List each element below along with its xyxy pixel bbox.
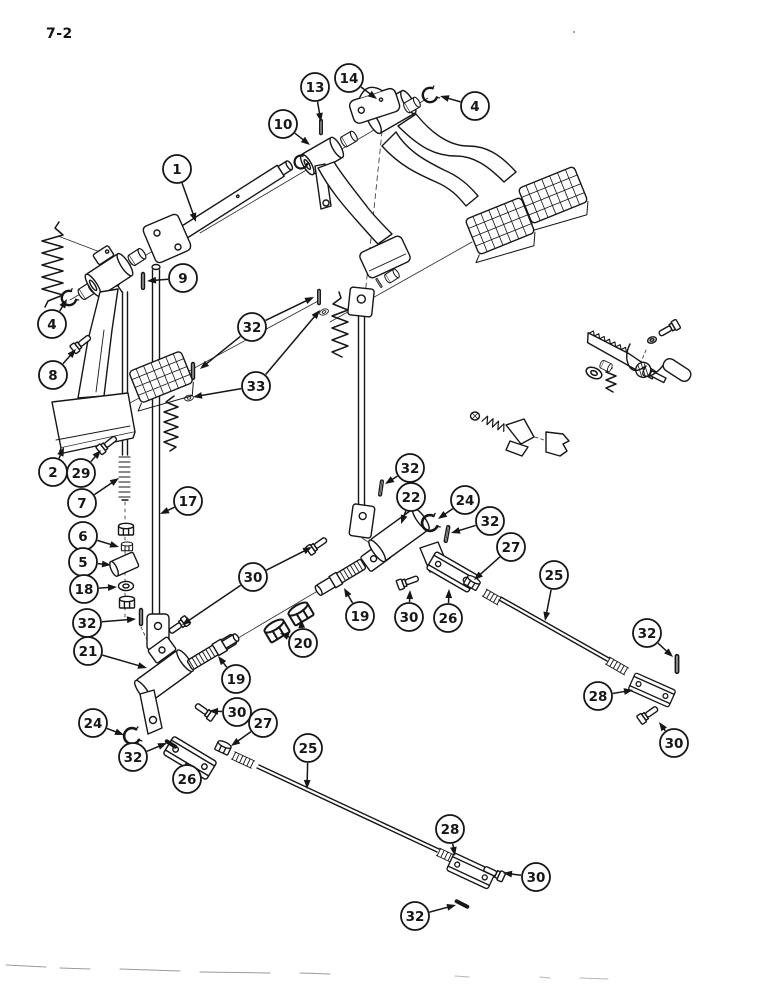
leader-line <box>188 585 241 621</box>
snap-ring <box>420 85 439 104</box>
callout-5 <box>69 548 111 576</box>
rod-25-right <box>482 589 678 725</box>
callout-number: 1 <box>172 161 182 178</box>
callout-number: 32 <box>637 625 657 642</box>
callout-30 <box>503 863 550 891</box>
callout-number: 26 <box>177 771 197 788</box>
callout-number: 19 <box>350 608 370 625</box>
callout-number: 30 <box>399 609 419 626</box>
arrowhead-icon <box>438 511 447 519</box>
callout-number: 32 <box>242 319 262 336</box>
leader-line <box>266 550 305 570</box>
bellcrank-tube <box>132 636 196 734</box>
leader-line <box>237 732 251 742</box>
callout-number: 17 <box>178 493 198 510</box>
arrowhead-icon <box>193 392 202 399</box>
leader-line <box>102 620 129 622</box>
callout-number: 32 <box>77 615 97 632</box>
callout-number: 13 <box>305 79 325 96</box>
callout-28 <box>584 682 633 710</box>
spring-mid <box>164 396 178 451</box>
leader-line <box>94 482 113 495</box>
callout-number: 19 <box>226 671 246 688</box>
leader-line <box>205 336 240 364</box>
callout-4 <box>38 299 67 338</box>
leader-line <box>613 691 626 693</box>
callout-32 <box>633 619 673 657</box>
callout-number: 24 <box>83 715 103 732</box>
leader-line <box>97 540 112 545</box>
callout-32 <box>200 297 314 369</box>
callout-19 <box>344 588 374 630</box>
roll-pin <box>444 525 450 542</box>
callout-13 <box>301 73 329 122</box>
clutch-pedal-pad <box>123 351 198 417</box>
adjuster-stack <box>108 523 139 608</box>
callout-19 <box>218 656 250 693</box>
leader-line <box>546 590 551 614</box>
callout-number: 14 <box>339 70 359 87</box>
callout-10 <box>269 110 310 145</box>
callout-number: 5 <box>78 554 88 571</box>
arrowhead-icon <box>108 584 117 591</box>
arrowhead-icon <box>109 541 119 548</box>
leader-line <box>147 746 161 752</box>
linkage-artwork <box>6 31 693 979</box>
adjuster-screw-bracket <box>471 412 570 456</box>
arrowhead-icon <box>304 780 311 789</box>
shaft-flange <box>143 214 190 262</box>
arrowhead-icon <box>445 589 452 598</box>
callout-number: 8 <box>48 367 58 384</box>
arrowhead-icon <box>344 588 351 598</box>
callout-number: 30 <box>227 704 247 721</box>
callout-27 <box>474 533 525 580</box>
leader-line <box>318 102 320 115</box>
arrowhead-icon <box>110 478 119 486</box>
arrowhead-icon <box>385 476 394 484</box>
roll-pin <box>192 363 195 380</box>
callout-number: 20 <box>293 635 313 652</box>
callout-25 <box>540 561 568 621</box>
pull-rods <box>115 265 365 615</box>
leader-line <box>458 525 476 531</box>
leader-line <box>429 907 449 912</box>
leader-line <box>102 655 140 666</box>
arrowhead-icon <box>659 722 667 731</box>
leader-line <box>200 389 241 396</box>
callout-number: 30 <box>526 869 546 886</box>
callout-number: 7 <box>77 495 87 512</box>
rod-bottom-clevis <box>349 504 375 539</box>
leader-line <box>658 643 668 652</box>
callout-number: 32 <box>405 908 425 925</box>
spring-left <box>42 222 63 307</box>
callout-21 <box>74 637 147 669</box>
arrowhead-icon <box>440 95 450 102</box>
callout-number: 4 <box>47 316 57 333</box>
callout-number: 32 <box>123 749 143 766</box>
spring-right <box>332 292 348 357</box>
ratchet-lever-assembly <box>581 319 693 387</box>
leader-line <box>182 183 194 215</box>
callout-number: 18 <box>74 581 94 598</box>
callout-number: 27 <box>501 539 521 556</box>
arrowhead-icon <box>543 612 550 621</box>
arrowhead-icon <box>147 277 156 284</box>
arrowhead-icon <box>160 507 170 514</box>
roll-pin <box>142 273 145 290</box>
callout-32 <box>73 609 136 637</box>
page-number: 7-2 <box>46 26 73 42</box>
callout-number: 22 <box>401 489 421 506</box>
callout-14 <box>335 64 377 99</box>
callout-32 <box>385 454 424 484</box>
arrowhead-icon <box>304 297 314 304</box>
callout-number: 25 <box>544 567 564 584</box>
callout-26 <box>434 589 462 632</box>
callout-number: 32 <box>480 513 500 530</box>
callout-32 <box>401 902 456 930</box>
callout-number: 24 <box>455 492 475 509</box>
callout-number: 28 <box>588 688 608 705</box>
callout-number: 10 <box>273 116 293 133</box>
callout-number: 27 <box>253 715 273 732</box>
callout-30 <box>209 698 251 726</box>
callout-number: 28 <box>440 821 460 838</box>
callout-number: 30 <box>664 735 684 752</box>
arrowhead-icon <box>446 904 456 911</box>
callout-8 <box>39 349 76 389</box>
callout-number: 9 <box>178 270 188 287</box>
callout-number: 26 <box>438 610 458 627</box>
callout-number: 2 <box>48 464 58 481</box>
callout-29 <box>67 450 101 487</box>
callout-18 <box>70 575 117 603</box>
callout-balloons <box>38 64 688 930</box>
roll-pin <box>378 480 383 496</box>
leader-line <box>479 557 500 575</box>
callout-24 <box>438 486 479 519</box>
leader-line <box>266 315 316 374</box>
callout-number: 33 <box>246 378 266 395</box>
callout-2 <box>39 447 67 486</box>
leader-line <box>447 98 461 102</box>
callout-number: 6 <box>78 528 88 545</box>
leader-line <box>154 279 168 280</box>
callout-9 <box>147 264 197 292</box>
arrowhead-icon <box>451 527 461 533</box>
callout-number: 4 <box>470 98 480 115</box>
clevis-left <box>163 701 232 780</box>
arrowhead-icon <box>127 616 136 623</box>
callout-6 <box>69 522 119 550</box>
callout-30 <box>395 590 423 631</box>
arrowhead-icon <box>406 590 413 599</box>
callout-number: 21 <box>78 643 98 660</box>
callout-number: 29 <box>71 465 91 482</box>
arrowhead-icon <box>114 729 124 735</box>
callout-number: 32 <box>400 460 420 477</box>
callout-32 <box>119 743 167 771</box>
arrowhead-icon <box>231 738 240 746</box>
callout-30 <box>659 722 688 757</box>
callout-number: 25 <box>298 740 318 757</box>
rod-top-clevis <box>318 268 401 317</box>
arrowhead-icon <box>137 662 147 669</box>
callout-4 <box>440 92 489 120</box>
callout-24 <box>79 709 124 737</box>
pedal-plain-pad <box>358 235 412 280</box>
callout-17 <box>160 487 202 515</box>
clevis-right <box>396 551 481 592</box>
callout-25 <box>294 734 322 789</box>
callout-1 <box>163 155 196 222</box>
callout-number: 30 <box>243 569 263 586</box>
